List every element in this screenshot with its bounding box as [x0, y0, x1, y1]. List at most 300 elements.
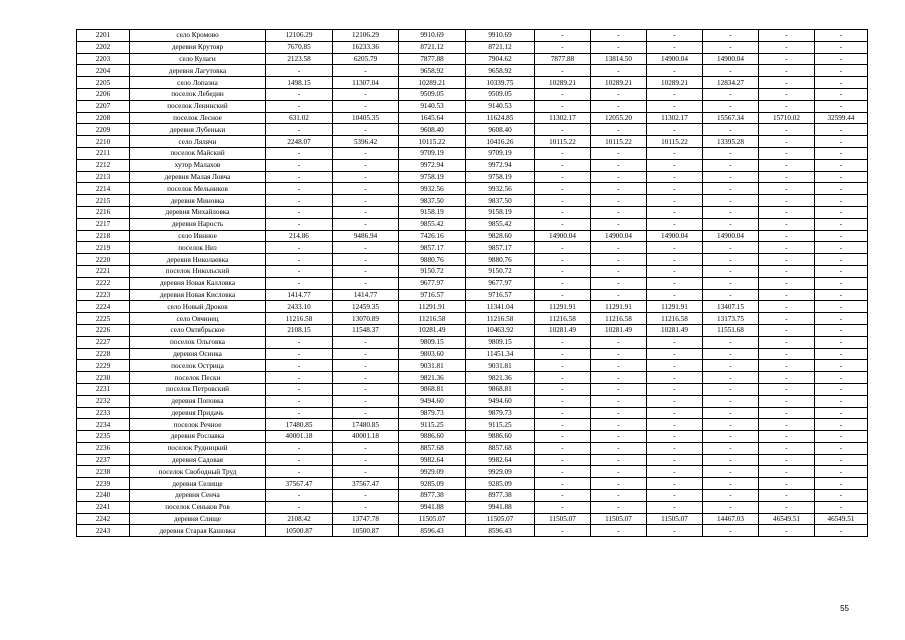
cell-value-5: 10115.22	[535, 136, 591, 148]
cell-value-4: 9821.36	[466, 372, 535, 384]
cell-value-9: -	[759, 313, 815, 325]
cell-value-8: -	[703, 501, 759, 513]
cell-value-4: 9608.40	[466, 124, 535, 136]
cell-value-10: -	[815, 159, 868, 171]
table-row	[77, 336, 868, 348]
cell-value-10: -	[815, 431, 868, 443]
cell-value-6: -	[591, 289, 647, 301]
cell-value-1: 2108.15	[266, 324, 333, 336]
cell-settlement-name: деревня Осинка	[130, 348, 266, 360]
table-row	[77, 395, 868, 407]
cell-value-4: 9932.56	[466, 183, 535, 195]
cell-value-8: -	[703, 383, 759, 395]
cell-value-2: -	[333, 206, 399, 218]
cell-settlement-name: село Кулаги	[130, 53, 266, 65]
cell-value-6: -	[591, 41, 647, 53]
cell-value-3: 9677.97	[399, 277, 466, 289]
cell-value-5: -	[535, 171, 591, 183]
cell-settlement-name: деревня Сенча	[130, 490, 266, 502]
cell-value-1: -	[266, 501, 333, 513]
cell-value-5: -	[535, 277, 591, 289]
cell-settlement-name: поселок Ольговка	[130, 336, 266, 348]
cell-value-8: -	[703, 490, 759, 502]
cell-value-3: 9150.72	[399, 265, 466, 277]
cell-value-5: -	[535, 206, 591, 218]
cell-settlement-name: поселок Пески	[130, 372, 266, 384]
cell-value-3: 9509.05	[399, 88, 466, 100]
cell-value-8: -	[703, 147, 759, 159]
cell-value-3: 8977.38	[399, 490, 466, 502]
cell-value-9: -	[759, 171, 815, 183]
cell-value-1: -	[266, 159, 333, 171]
cell-row-id: 2201	[77, 30, 130, 42]
cell-value-8: -	[703, 419, 759, 431]
cell-value-1: 10500.87	[266, 525, 333, 537]
cell-value-6: -	[591, 265, 647, 277]
cell-value-3: 9809.15	[399, 336, 466, 348]
cell-value-2: 6205.79	[333, 53, 399, 65]
cell-row-id: 2233	[77, 407, 130, 419]
cell-value-5: -	[535, 407, 591, 419]
cell-settlement-name: деревня Крутояр	[130, 41, 266, 53]
table-row	[77, 30, 868, 42]
cell-value-3: 9868.81	[399, 383, 466, 395]
cell-value-3: 9886.60	[399, 431, 466, 443]
cell-row-id: 2213	[77, 171, 130, 183]
cell-value-2: 13747.78	[333, 513, 399, 525]
cell-value-4: 9828.60	[466, 230, 535, 242]
cell-value-4: 9886.60	[466, 431, 535, 443]
cell-row-id: 2236	[77, 442, 130, 454]
cell-value-6: -	[591, 336, 647, 348]
cell-value-4: 11505.07	[466, 513, 535, 525]
cell-value-7: -	[647, 254, 703, 266]
cell-value-10: -	[815, 30, 868, 42]
cell-value-3: 8596.43	[399, 525, 466, 537]
cell-value-5: -	[535, 360, 591, 372]
cell-row-id: 2240	[77, 490, 130, 502]
cell-value-1: -	[266, 65, 333, 77]
cell-settlement-name: деревня Николаевка	[130, 254, 266, 266]
cell-value-7: -	[647, 218, 703, 230]
cell-value-6: -	[591, 395, 647, 407]
cell-value-6: -	[591, 30, 647, 42]
cell-value-10: -	[815, 124, 868, 136]
cell-value-8: 15567.34	[703, 112, 759, 124]
cell-value-8: -	[703, 289, 759, 301]
cell-value-10: -	[815, 77, 868, 89]
cell-settlement-name: поселок Ленинский	[130, 100, 266, 112]
cell-row-id: 2230	[77, 372, 130, 384]
cell-value-3: 9115.25	[399, 419, 466, 431]
cell-settlement-name: деревня Садовая	[130, 454, 266, 466]
cell-value-8: -	[703, 65, 759, 77]
cell-value-7: -	[647, 242, 703, 254]
cell-value-1: -	[266, 490, 333, 502]
cell-value-6: -	[591, 65, 647, 77]
cell-value-5: 10281.49	[535, 324, 591, 336]
cell-value-10: -	[815, 454, 868, 466]
page-number: 55	[840, 604, 849, 613]
cell-value-1: 11216.58	[266, 313, 333, 325]
cell-value-3: 9285.09	[399, 478, 466, 490]
cell-row-id: 2232	[77, 395, 130, 407]
cell-value-9: -	[759, 206, 815, 218]
cell-settlement-name: поселок Мельников	[130, 183, 266, 195]
cell-value-5: -	[535, 124, 591, 136]
cell-settlement-name: деревня Придачь	[130, 407, 266, 419]
cell-value-8: -	[703, 478, 759, 490]
cell-settlement-name: поселок Петровский	[130, 383, 266, 395]
cell-value-9: -	[759, 501, 815, 513]
cell-value-10: -	[815, 372, 868, 384]
cell-value-9: -	[759, 478, 815, 490]
cell-value-1: -	[266, 360, 333, 372]
table-row	[77, 195, 868, 207]
cell-row-id: 2237	[77, 454, 130, 466]
cell-value-1: -	[266, 336, 333, 348]
cell-value-9: -	[759, 289, 815, 301]
cell-value-9: -	[759, 525, 815, 537]
cell-value-2: -	[333, 147, 399, 159]
cell-value-1: -	[266, 100, 333, 112]
cell-value-10: -	[815, 490, 868, 502]
cell-value-6: -	[591, 501, 647, 513]
cell-value-10: -	[815, 242, 868, 254]
cell-value-2: 37567.47	[333, 478, 399, 490]
table-row	[77, 254, 868, 266]
cell-value-5: -	[535, 348, 591, 360]
cell-value-4: 9855.42	[466, 218, 535, 230]
cell-value-10: -	[815, 348, 868, 360]
cell-value-8: 13395.28	[703, 136, 759, 148]
cell-value-5: 7877.88	[535, 53, 591, 65]
cell-value-6: -	[591, 88, 647, 100]
cell-value-7: 11216.58	[647, 313, 703, 325]
cell-value-2: 13070.89	[333, 313, 399, 325]
cell-value-5: -	[535, 265, 591, 277]
table-row	[77, 277, 868, 289]
cell-value-8: -	[703, 242, 759, 254]
cell-value-8: 13173.75	[703, 313, 759, 325]
cell-value-2: 40001.18	[333, 431, 399, 443]
cell-value-6: -	[591, 100, 647, 112]
cell-value-3: 10115.22	[399, 136, 466, 148]
cell-value-4: 9880.76	[466, 254, 535, 266]
cell-value-7: 10289.21	[647, 77, 703, 89]
cell-value-4: 9716.57	[466, 289, 535, 301]
cell-value-8: -	[703, 265, 759, 277]
cell-value-7: -	[647, 65, 703, 77]
table-row	[77, 112, 868, 124]
cell-value-9: -	[759, 254, 815, 266]
cell-value-6: -	[591, 478, 647, 490]
table-row	[77, 265, 868, 277]
cell-value-7: -	[647, 336, 703, 348]
cell-settlement-name: деревня Нарость	[130, 218, 266, 230]
cell-value-5: -	[535, 289, 591, 301]
cell-value-10: -	[815, 53, 868, 65]
cell-value-7: 11505.07	[647, 513, 703, 525]
cell-value-1: -	[266, 218, 333, 230]
cell-value-1: 2108.42	[266, 513, 333, 525]
cell-value-6: -	[591, 277, 647, 289]
cell-value-1: -	[266, 242, 333, 254]
cell-value-9: -	[759, 419, 815, 431]
table-row	[77, 77, 868, 89]
cell-value-4: 9709.19	[466, 147, 535, 159]
table-row	[77, 360, 868, 372]
table-row	[77, 501, 868, 513]
cell-row-id: 2203	[77, 53, 130, 65]
cell-settlement-name: село Октябрьское	[130, 324, 266, 336]
cell-value-9: -	[759, 100, 815, 112]
cell-value-4: 9929.09	[466, 466, 535, 478]
cell-value-7: -	[647, 88, 703, 100]
cell-value-7: -	[647, 124, 703, 136]
cell-value-10: -	[815, 100, 868, 112]
cell-settlement-name: поселок Острица	[130, 360, 266, 372]
table-row	[77, 159, 868, 171]
cell-value-10: -	[815, 254, 868, 266]
cell-value-8: -	[703, 454, 759, 466]
cell-row-id: 2207	[77, 100, 130, 112]
cell-settlement-name: поселок Никольский	[130, 265, 266, 277]
cell-value-2: -	[333, 124, 399, 136]
cell-value-6: -	[591, 124, 647, 136]
cell-value-2: -	[333, 466, 399, 478]
cell-row-id: 2234	[77, 419, 130, 431]
cell-value-6: 11505.07	[591, 513, 647, 525]
cell-value-2: -	[333, 407, 399, 419]
cell-value-4: 11624.85	[466, 112, 535, 124]
cell-value-8: -	[703, 195, 759, 207]
cell-value-5: -	[535, 242, 591, 254]
cell-value-3: 9658.92	[399, 65, 466, 77]
cell-value-4: 9658.92	[466, 65, 535, 77]
table-row	[77, 147, 868, 159]
cell-value-1: -	[266, 372, 333, 384]
cell-value-3: 9716.57	[399, 289, 466, 301]
cell-value-7: -	[647, 431, 703, 443]
cell-value-2: -	[333, 242, 399, 254]
cell-value-6: 14900.04	[591, 230, 647, 242]
cell-value-7: -	[647, 147, 703, 159]
cell-row-id: 2231	[77, 383, 130, 395]
cell-value-10: -	[815, 324, 868, 336]
cell-value-7: -	[647, 372, 703, 384]
cell-value-2: -	[333, 254, 399, 266]
cell-value-1: -	[266, 454, 333, 466]
cell-value-1: -	[266, 265, 333, 277]
cell-value-4: 9758.19	[466, 171, 535, 183]
cell-value-1: -	[266, 206, 333, 218]
cell-value-10: -	[815, 301, 868, 313]
cell-value-4: 9837.50	[466, 195, 535, 207]
cell-value-1: -	[266, 442, 333, 454]
cell-settlement-name: село Новый Дроков	[130, 301, 266, 313]
cell-value-9: -	[759, 30, 815, 42]
cell-settlement-name: поселок Низ	[130, 242, 266, 254]
cell-settlement-name: поселок Лебедин	[130, 88, 266, 100]
cell-value-3: 9758.19	[399, 171, 466, 183]
cell-value-4: 9158.19	[466, 206, 535, 218]
cell-value-4: 9910.69	[466, 30, 535, 42]
cell-value-2: -	[333, 490, 399, 502]
cell-value-8: -	[703, 277, 759, 289]
cell-value-6: -	[591, 254, 647, 266]
cell-row-id: 2216	[77, 206, 130, 218]
cell-value-2: -	[333, 159, 399, 171]
cell-row-id: 2238	[77, 466, 130, 478]
cell-value-5: 11291.91	[535, 301, 591, 313]
cell-value-2: -	[333, 88, 399, 100]
cell-settlement-name: деревня Михайловка	[130, 206, 266, 218]
cell-value-3: 11505.07	[399, 513, 466, 525]
cell-value-6: -	[591, 419, 647, 431]
cell-row-id: 2215	[77, 195, 130, 207]
cell-value-4: 9868.81	[466, 383, 535, 395]
cell-value-6: 11291.91	[591, 301, 647, 313]
cell-value-7: -	[647, 100, 703, 112]
cell-value-6: 10289.21	[591, 77, 647, 89]
cell-value-7: -	[647, 478, 703, 490]
cell-value-9: -	[759, 136, 815, 148]
cell-value-4: 9879.73	[466, 407, 535, 419]
cell-value-4: 8721.12	[466, 41, 535, 53]
cell-value-3: 9709.19	[399, 147, 466, 159]
cell-value-8: -	[703, 159, 759, 171]
cell-settlement-name: деревня Рославка	[130, 431, 266, 443]
cell-value-5: -	[535, 454, 591, 466]
cell-value-6: 10115.22	[591, 136, 647, 148]
table-row	[77, 242, 868, 254]
cell-value-9: -	[759, 372, 815, 384]
cell-value-4: 9982.64	[466, 454, 535, 466]
cell-value-8: -	[703, 525, 759, 537]
cell-settlement-name: деревня Поповка	[130, 395, 266, 407]
cell-value-2: -	[333, 454, 399, 466]
cell-value-1: 214.86	[266, 230, 333, 242]
cell-row-id: 2212	[77, 159, 130, 171]
cell-value-3: 9855.42	[399, 218, 466, 230]
cell-value-3: 9932.56	[399, 183, 466, 195]
cell-value-10: -	[815, 218, 868, 230]
cell-value-1: -	[266, 466, 333, 478]
cell-value-5: -	[535, 490, 591, 502]
cell-value-8: 14467.03	[703, 513, 759, 525]
cell-value-2: -	[333, 395, 399, 407]
cell-value-3: 9857.17	[399, 242, 466, 254]
cell-value-4: 9857.17	[466, 242, 535, 254]
cell-value-9: -	[759, 442, 815, 454]
cell-value-1: -	[266, 254, 333, 266]
cell-value-2: -	[333, 348, 399, 360]
cell-value-10: -	[815, 478, 868, 490]
cell-settlement-name: село Лялячи	[130, 136, 266, 148]
cell-value-1: -	[266, 171, 333, 183]
cell-value-6: -	[591, 348, 647, 360]
cell-value-7: -	[647, 501, 703, 513]
cell-row-id: 2217	[77, 218, 130, 230]
table-row	[77, 230, 868, 242]
cell-value-10: -	[815, 88, 868, 100]
table-row	[77, 171, 868, 183]
table-row	[77, 218, 868, 230]
cell-value-4: 9941.88	[466, 501, 535, 513]
cell-value-5: 11505.07	[535, 513, 591, 525]
table-row	[77, 324, 868, 336]
cell-settlement-name: деревня Малая Ловча	[130, 171, 266, 183]
cell-row-id: 2219	[77, 242, 130, 254]
cell-value-8: -	[703, 466, 759, 478]
cell-value-6: -	[591, 442, 647, 454]
cell-value-8: -	[703, 206, 759, 218]
cell-value-4: 11451.34	[466, 348, 535, 360]
table-body	[77, 30, 868, 537]
cell-value-8: -	[703, 183, 759, 195]
cell-value-10: -	[815, 136, 868, 148]
cell-row-id: 2205	[77, 77, 130, 89]
cell-value-5: -	[535, 41, 591, 53]
cell-value-5: -	[535, 442, 591, 454]
cell-value-7: -	[647, 395, 703, 407]
cell-value-2: 12106.29	[333, 30, 399, 42]
cell-row-id: 2226	[77, 324, 130, 336]
cell-value-6: -	[591, 383, 647, 395]
cell-value-8: -	[703, 88, 759, 100]
cell-value-2: -	[333, 218, 399, 230]
cell-value-6: 10281.49	[591, 324, 647, 336]
cell-value-1: 12106.29	[266, 30, 333, 42]
cell-value-6: -	[591, 183, 647, 195]
cell-value-4: 10339.75	[466, 77, 535, 89]
cell-value-3: 8857.68	[399, 442, 466, 454]
table-row	[77, 124, 868, 136]
cell-value-10: -	[815, 383, 868, 395]
cell-value-9: -	[759, 230, 815, 242]
cell-row-id: 2220	[77, 254, 130, 266]
cell-value-3: 9608.40	[399, 124, 466, 136]
cell-value-3: 11216.58	[399, 313, 466, 325]
cell-value-1: -	[266, 147, 333, 159]
cell-settlement-name: поселок Лесное	[130, 112, 266, 124]
table-row	[77, 301, 868, 313]
cell-value-5: -	[535, 525, 591, 537]
cell-value-7: -	[647, 525, 703, 537]
cell-value-5: -	[535, 88, 591, 100]
cell-value-6: -	[591, 490, 647, 502]
table-row	[77, 442, 868, 454]
cell-value-1: -	[266, 395, 333, 407]
cell-value-7: 10281.49	[647, 324, 703, 336]
cell-value-3: 9880.76	[399, 254, 466, 266]
cell-value-2: 11307.04	[333, 77, 399, 89]
cell-value-2: 11548.37	[333, 324, 399, 336]
cell-row-id: 2239	[77, 478, 130, 490]
cell-value-7: 10115.22	[647, 136, 703, 148]
cell-value-3: 11291.91	[399, 301, 466, 313]
cell-value-10: -	[815, 313, 868, 325]
table-row	[77, 525, 868, 537]
cell-value-3: 9941.88	[399, 501, 466, 513]
cell-settlement-name: село Овчинец	[130, 313, 266, 325]
cell-settlement-name: деревня Старая Кашовка	[130, 525, 266, 537]
cell-value-5: -	[535, 466, 591, 478]
cell-row-id: 2202	[77, 41, 130, 53]
cell-row-id: 2221	[77, 265, 130, 277]
cell-value-3: 9140.53	[399, 100, 466, 112]
